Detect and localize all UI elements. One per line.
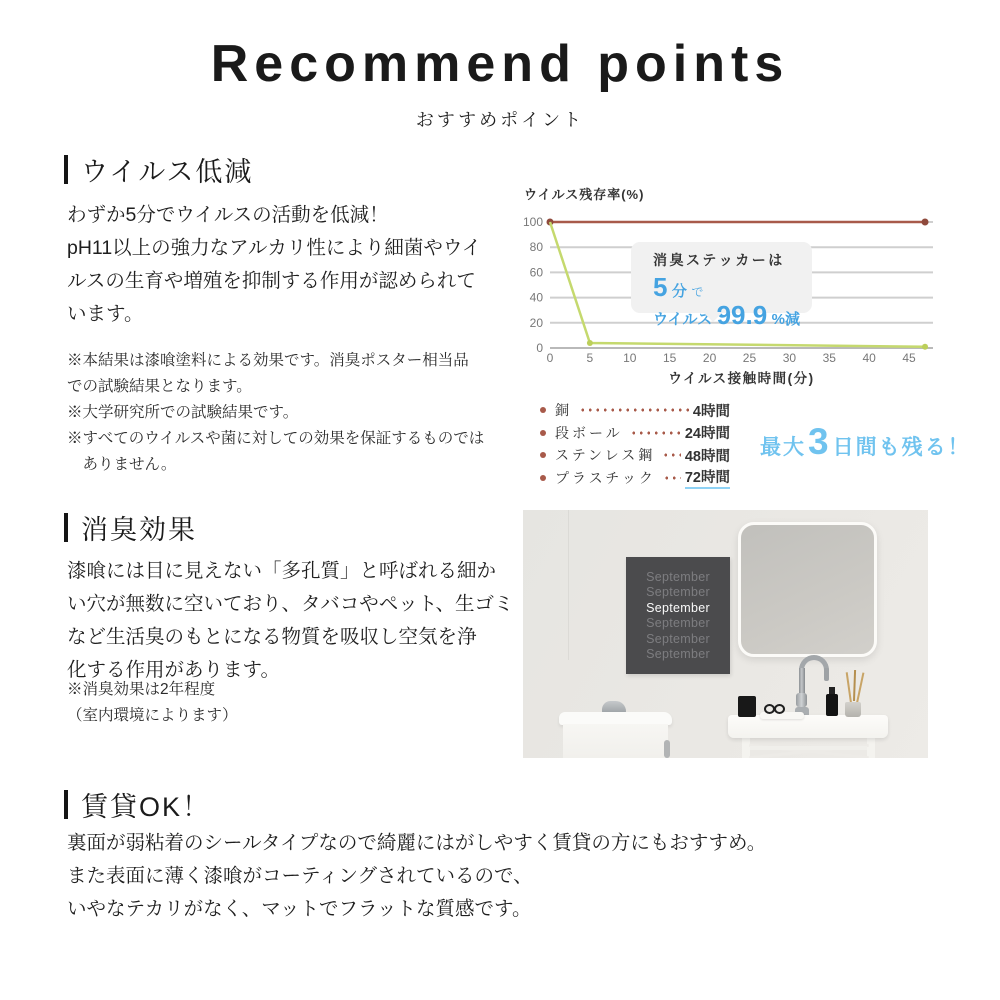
- callout-line2: [653, 274, 812, 300]
- deodorize-notes: [67, 677, 238, 729]
- chart-marker: [922, 344, 928, 350]
- callout-minutes: 5: [653, 272, 668, 302]
- rental-body-paragraph: [67, 827, 766, 926]
- callout-particle: で: [691, 285, 704, 299]
- legend-value: 48時間: [684, 448, 730, 465]
- badge-prefix: 最大: [760, 436, 806, 459]
- badge-number: 3: [808, 421, 831, 462]
- legend-value: 72時間: [685, 466, 730, 489]
- poster-text-line: September: [646, 631, 710, 646]
- badge-suffix: 日間も残る！: [832, 436, 971, 459]
- svg-text:40: 40: [862, 351, 876, 365]
- legend-row: [540, 399, 730, 422]
- svg-text:0: 0: [536, 341, 543, 355]
- svg-text:45: 45: [902, 351, 916, 365]
- vanity-sink-deck: [728, 715, 888, 738]
- legend-bullet-icon: [540, 430, 546, 436]
- svg-text:0: 0: [546, 351, 554, 365]
- faucet-handle: [796, 693, 807, 707]
- vanity-leg: [867, 738, 875, 758]
- page-subtitle: おすすめポイント: [415, 110, 585, 130]
- text-line: ありません。: [67, 456, 177, 473]
- svg-text:40: 40: [529, 290, 543, 305]
- page-header: [0, 34, 1000, 132]
- legend-bullet-icon: [540, 452, 546, 458]
- black-jar: [738, 696, 756, 717]
- september-poster: [626, 557, 730, 674]
- wall-mirror: [738, 522, 877, 657]
- legend-label: プラスチック: [555, 469, 656, 486]
- svg-text:30: 30: [782, 351, 797, 365]
- svg-text:100: 100: [523, 215, 543, 229]
- diffuser-stick: [846, 672, 852, 703]
- virus-body-paragraph: [67, 199, 481, 331]
- text-line: また表面に薄く漆喰がコーティングされているので、: [67, 865, 533, 887]
- wall-seam: [568, 510, 569, 660]
- faucet-spout-tip: [824, 668, 829, 681]
- svg-text:60: 60: [529, 265, 543, 280]
- legend-row: [540, 467, 730, 490]
- page-title: Recommend points: [210, 35, 790, 93]
- svg-text:35: 35: [822, 351, 836, 365]
- diffuser-vase: [845, 702, 861, 717]
- vanity-crossbar: [750, 746, 867, 750]
- callout-line1: 消臭ステッカーは: [653, 252, 785, 268]
- text-line: pH11以上の強力なアルカリ性により細菌やウイ: [67, 237, 482, 259]
- text-line: での試験結果となります。: [67, 378, 252, 395]
- text-line: 漆喰には目に見えない「多孔質」と呼ばれる細か: [67, 560, 497, 582]
- legend-label: 銅: [555, 402, 572, 419]
- text-line: など生活臭のもとになる物質を吸収し空気を浄: [67, 626, 477, 648]
- heading-accent-bar: [64, 513, 68, 542]
- text-line: 裏面が弱粘着のシールタイプなので綺麗にはがしやすく賃貸の方にもおすすめ。: [67, 832, 767, 854]
- virus-notes: [67, 348, 484, 478]
- text-line: 化する作用があります。: [67, 659, 280, 681]
- text-line: います。: [67, 303, 144, 325]
- text-line: い穴が無数に空いており、タバコやペット、生ゴミ: [67, 593, 514, 615]
- svg-text:15: 15: [663, 351, 677, 365]
- text-line: ※消臭効果は2年程度: [67, 681, 216, 698]
- section-heading-virus-label: ウイルス低減: [81, 157, 254, 187]
- poster-text-line: September: [646, 616, 710, 631]
- svg-text:ウイルス接触時間(分): ウイルス接触時間(分): [668, 371, 815, 386]
- vanity-leg: [742, 738, 750, 758]
- dotted-leader: [663, 475, 681, 481]
- bathroom-photo: [523, 510, 928, 758]
- svg-text:5: 5: [586, 351, 594, 365]
- text-line: （室内環境によります）: [67, 707, 238, 724]
- legend-label: ステンレス鋼: [555, 447, 656, 464]
- section-heading-rental-label: 賃貸OK！: [81, 792, 212, 822]
- svg-text:25: 25: [742, 351, 757, 365]
- legend-label: 段ボール: [555, 424, 623, 441]
- section-heading-rental: [64, 785, 211, 824]
- toilet-pipe: [664, 740, 670, 758]
- toilet-tank: [563, 724, 668, 758]
- callout-minutes-unit: 分: [671, 283, 687, 300]
- heading-accent-bar: [64, 155, 68, 184]
- svg-text:ウイルス残存率(%): ウイルス残存率(%): [524, 187, 645, 202]
- poster-text-line: September: [646, 600, 710, 615]
- callout-virus-label: ウイルス: [653, 311, 713, 328]
- section-heading-deodorize: [64, 508, 197, 547]
- dotted-leader: [579, 407, 689, 413]
- svg-text:20: 20: [702, 351, 717, 365]
- dotted-leader: [662, 452, 681, 458]
- text-line: ルスの生育や増殖を抑制する作用が認められて: [67, 270, 476, 292]
- chart-marker: [922, 219, 929, 226]
- legend-row: [540, 422, 730, 445]
- callout-percentage: 99.9: [716, 300, 768, 330]
- dotted-leader: [630, 430, 681, 436]
- chart-marker: [587, 340, 593, 346]
- callout-percent-suffix: %減: [771, 311, 800, 328]
- deodorize-body-paragraph: [67, 555, 514, 687]
- legend-bullet-icon: [540, 475, 546, 481]
- section-heading-virus: [64, 150, 253, 189]
- svg-text:80: 80: [529, 240, 543, 255]
- text-line: ※すべてのウイルスや菌に対しての効果を保証するものでは: [67, 430, 485, 447]
- callout-line3: [653, 302, 812, 328]
- poster-text-line: September: [646, 585, 710, 600]
- poster-text-line: September: [646, 647, 710, 662]
- section-heading-deodorize-label: 消臭効果: [81, 515, 197, 545]
- remain-days-badge: [760, 421, 971, 463]
- heading-accent-bar: [64, 790, 68, 819]
- poster-text-line: September: [646, 570, 710, 584]
- diffuser-stick: [856, 672, 864, 703]
- text-line: わずか5分でウイルスの活動を低減！: [67, 204, 389, 226]
- svg-text:20: 20: [529, 315, 543, 330]
- virus-chart: [523, 183, 953, 395]
- text-line: ※大学研究所での試験結果です。: [67, 404, 299, 421]
- svg-text:10: 10: [623, 351, 637, 365]
- legend-value: 4時間: [692, 403, 730, 420]
- legend-row: [540, 444, 730, 467]
- eyeglasses: [774, 704, 785, 714]
- black-bottle: [826, 694, 838, 716]
- legend-bullet-icon: [540, 407, 546, 413]
- diffuser-stick: [853, 670, 856, 701]
- contact-time-legend: [540, 399, 730, 489]
- chart-callout: [631, 242, 812, 330]
- text-line: いやなテカリがなく、マットでフラットな質感です。: [67, 898, 532, 920]
- legend-value: 24時間: [684, 426, 730, 443]
- text-line: ※本結果は漆喰塗料による効果です。消臭ポスター相当品: [67, 352, 469, 369]
